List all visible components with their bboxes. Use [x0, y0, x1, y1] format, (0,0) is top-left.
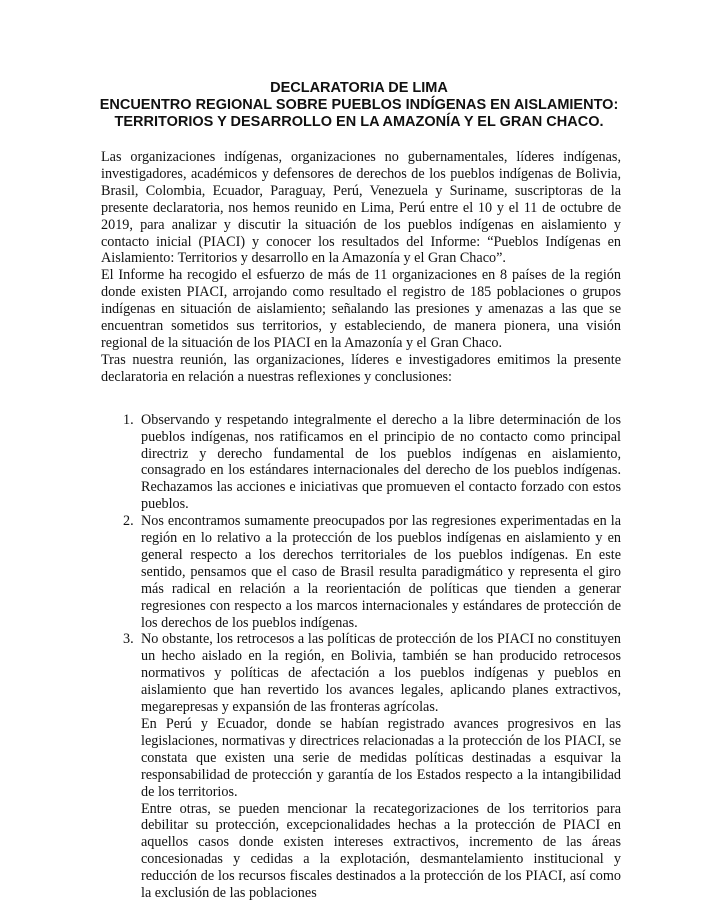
list-item — [101, 412, 621, 513]
list-item-text: En Perú y Ecuador, donde se habían registrado avances progresivos en las legislaciones, normativas y directrices relacionadas a la protección de los PIACI, se constata que existen una serie de medidas políticas destinadas a esquivar la responsabilidad de protección y garantía de los Estados respecto a la intangibilidad de los territorios. — [141, 716, 621, 800]
title-line-3: TERRITORIOS Y DESARROLLO EN LA AMAZONÍA Y EL GRAN CHACO. — [114, 114, 604, 130]
intro-paragraph-3: Tras nuestra reunión, las organizaciones, líderes e investigadores emitimos la presente declaratoria en relación a nuestras reflexiones y conclusiones: — [101, 351, 621, 385]
list-item — [101, 631, 621, 902]
list-item-text: Entre otras, se pueden mencionar la recategorizaciones de los territorios para debilitar su protección, excepcionalidades hechas a la protección de PIACI en aquellos casos donde existen intereses extractivos, incremento de las áreas concesionadas y cedidas a la explotación, desmantelamiento institucional y reducción de los recursos fiscales destinados a la protección de los PIACI, así como la exclusión de las poblaciones — [141, 800, 621, 902]
list-item — [101, 513, 621, 631]
intro-paragraph-1: Las organizaciones indígenas, organizaciones no gubernamentales, líderes indígenas, investigadores, académicos y defensores de derechos de los pueblos indígenas de Bolivia, Brasil, Colombia, Ecuador, Paraguay, Perú, Venezuela y Suriname, suscriptoras de la presente declaratoria, nos hemos reunido en Lima, Perú entre el 10 y el 11 de octubre de 2019, para analizar y discutir la situación de los pueblos indígenas en aislamiento y contacto inicial (PIACI) y conocer los resultados del Informe: “Pueblos Indígenas en Aislamiento: Territorios y desarrollo en la Amazonía y el Gran Chaco”. — [101, 149, 621, 267]
list-item-number: 1. — [123, 411, 134, 428]
list-item-number: 2. — [123, 513, 134, 530]
title-line-2: ENCUENTRO REGIONAL SOBRE PUEBLOS INDÍGENAS EN AISLAMIENTO: — [99, 97, 619, 113]
list-item-text: Nos encontramos sumamente preocupados por las regresiones experimentadas en la región en lo relativo a la protección de los pueblos indígenas en aislamiento y en general respecto a los derechos territoriales de los pueblos indígenas. En este sentido, pensamos que el caso de Brasil resulta paradigmático y representa el giro más radical en relación a la reorientación de políticas que tienden a generar regresiones con respecto a los marcos internacionales y estándares de protección de los derechos de los pueblos indígenas. — [141, 513, 621, 631]
intro-paragraph-2: El Informe ha recogido el esfuerzo de más de 11 organizaciones en 8 países de la región donde existen PIACI, arrojando como resultado el registro de 185 poblaciones o grupos indígenas en situación de aislamiento; señalando las presiones y amenazas a las que se encuentran sometidos sus territorios, y estableciendo, de manera pionera, una visión regional de la situación de los PIACI en la Amazonía y el Gran Chaco. — [101, 267, 621, 351]
conclusions-list — [101, 412, 621, 902]
document-title — [60, 80, 658, 131]
document-body — [101, 149, 621, 902]
list-item-text: No obstante, los retrocesos a las políticas de protección de los PIACI no constituyen un hecho aislado en la región, en Bolivia, también se han producido retrocesos normativos y políticas de afectación a los pueblos indígenas y pueblos en aislamiento que han revertido los avances legales, aplicando planes extractivos, megarepresas y expansión de las fronteras agrícolas. — [141, 631, 621, 716]
list-item-text: Observando y respetando integralmente el derecho a la libre determinación de los pueblos indígenas, nos ratificamos en el principio de no contacto como principal directriz y derecho fundamental de los pueblos indígenas en aislamiento, consagrado en los estándares internacionales del derecho de los pueblos indígenas. Rechazamos las acciones e iniciativas que promueven el contacto forzado con estos pueblos. — [141, 411, 621, 513]
title-line-1: DECLARATORIA DE LIMA — [270, 80, 448, 96]
list-item-number: 3. — [123, 631, 134, 648]
